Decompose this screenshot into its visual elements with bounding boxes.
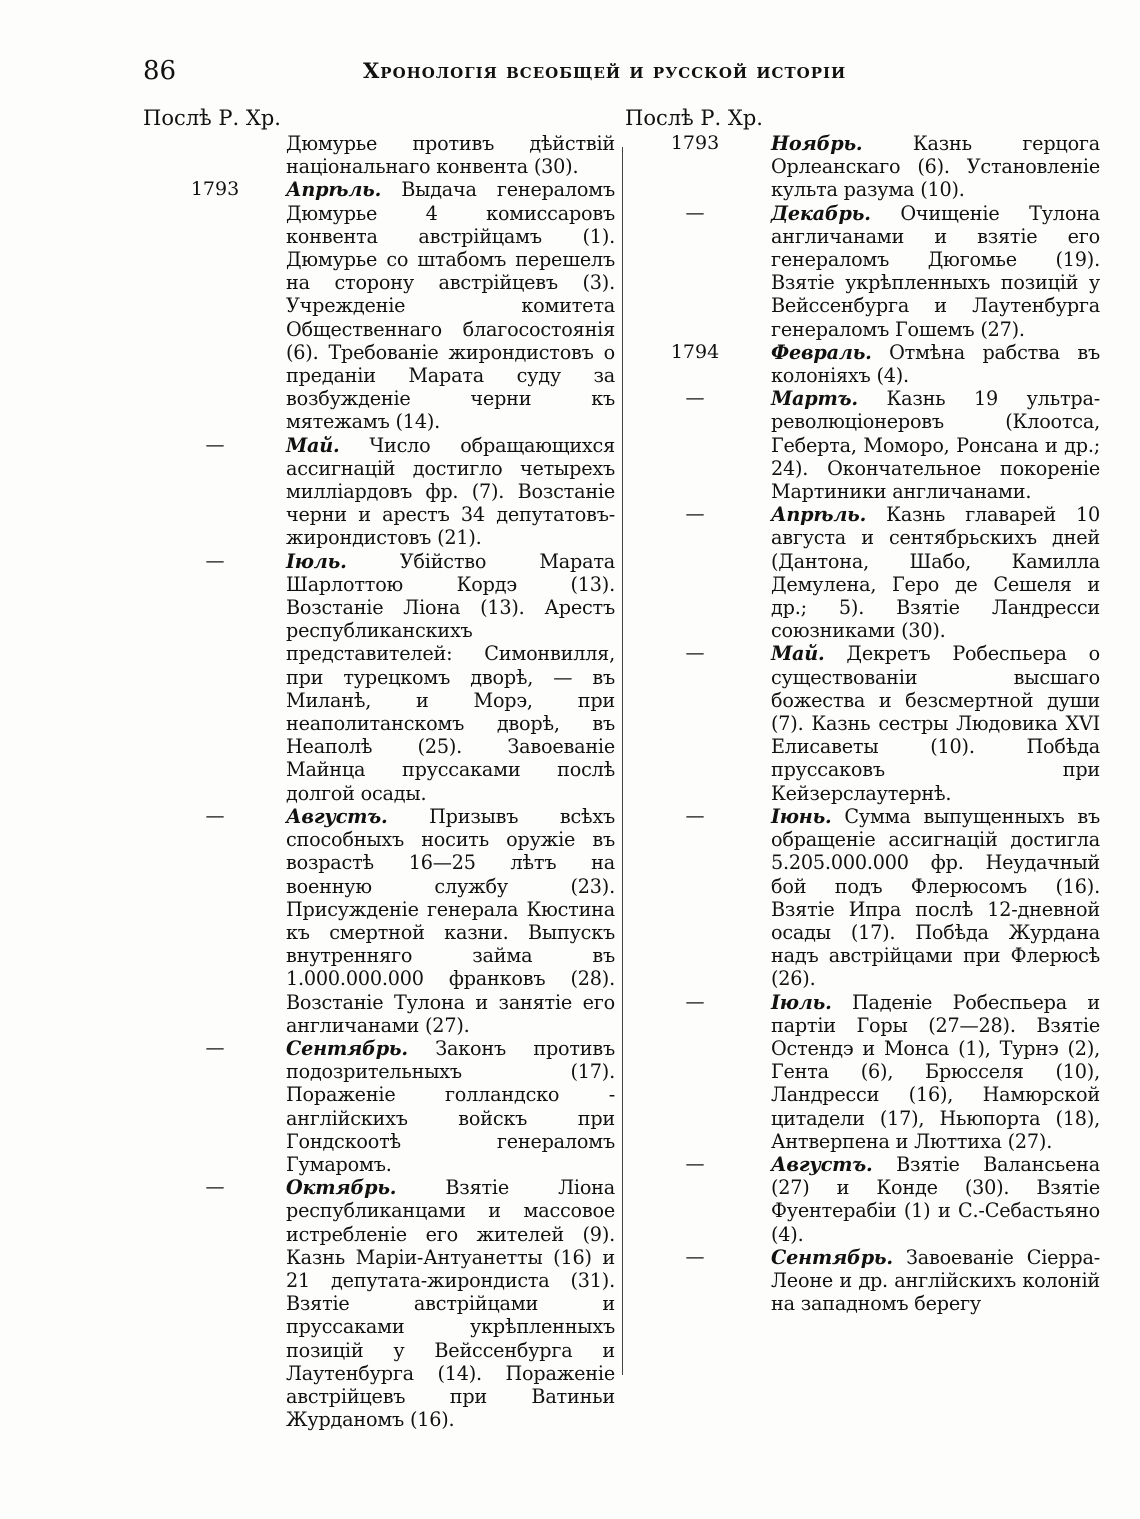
entry-year-marker: —: [685, 642, 705, 665]
chronology-entry: [143, 178, 621, 433]
entry-month: Августъ.: [771, 1152, 873, 1176]
chronology-entry: [625, 1246, 1100, 1316]
running-title: Хронологія всеобщей и русской исторіи: [363, 58, 847, 83]
entry-year-marker: 1793: [190, 178, 240, 201]
entry-text: [286, 550, 615, 805]
entry-body: Законъ противъ подозрительныхъ (17). Пораженіе голландско - англійскихъ войскъ при Гондскоотѣ генераломъ Гумаромъ.: [286, 1036, 615, 1176]
chronology-entry: [625, 503, 1100, 642]
chronology-entry: [625, 202, 1100, 341]
page-header: [0, 52, 1140, 92]
chronology-entry: [625, 132, 1100, 202]
entry-text: [771, 1246, 1100, 1316]
chronology-entry: [625, 1153, 1100, 1246]
entry-month: Августъ.: [286, 804, 388, 828]
entry-year-marker: —: [205, 1036, 225, 1059]
entry-year-marker: —: [685, 503, 705, 526]
entry-year-marker: —: [685, 1152, 705, 1175]
entry-month: Іюнь.: [771, 804, 832, 828]
column-divider: [622, 147, 623, 1375]
entry-text: [286, 178, 615, 433]
entry-year-marker: 1794: [670, 340, 720, 363]
entry-text: [771, 387, 1100, 503]
right-column: [625, 104, 1100, 1315]
entry-text: [286, 434, 615, 550]
entry-month: Февраль.: [771, 340, 872, 364]
chronology-entry: [143, 1037, 621, 1176]
entry-year-marker: —: [685, 990, 705, 1013]
entry-month: Май.: [286, 433, 340, 457]
entry-text: [771, 1153, 1100, 1246]
entry-year-marker: —: [685, 201, 705, 224]
entry-body: Казнь герцога Орлеанскаго (6). Установленіе культа разума (10).: [771, 132, 1101, 202]
entry-body: Взятіе Валансьена (27) и Конде (30). Взятіе Фуентерабіи (1) и С.-Себастьяно (4).: [771, 1152, 1100, 1246]
entry-text: [771, 991, 1100, 1153]
entry-year-marker: —: [205, 433, 225, 456]
entry-text: [771, 503, 1100, 642]
chronology-entry: [625, 341, 1100, 387]
entry-body: Декретъ Робеспьера о существованіи высшаго божества и безсмертной души (7). Казнь сестры Людовика XVI Елисаветы (10). Побѣда пруссаковъ при Кейзерслаутернѣ.: [771, 642, 1100, 805]
entry-body: Паденіе Робеспьера и партіи Горы (27—28). Взятіе Остендэ и Монса (1), Турнэ (2), Гента (6), Брюсселя (10), Ландресси (16), Намюрской цитадели (17), Ньюпорта (18), Антверпена и Люттиха (27).: [771, 990, 1100, 1153]
entry-text: [771, 341, 1100, 387]
entry-month: Декабрь.: [771, 201, 871, 225]
entry-body: Число обращающихся ассигнацій достигло четырехъ милліардовъ фр. (7). Возстаніе черни и арестъ 34 депутатовъ-жирондистовъ (21).: [286, 433, 616, 550]
entry-body: Отмѣна рабства въ колоніяхъ (4).: [771, 340, 1100, 388]
entry-body: Казнь главарей 10 августа и сентябрьскихъ дней (Дантона, Шабо, Камилла Демулена, Геро де Сешеля и др.; 5). Взятіе Ландресси союзниками (30).: [771, 503, 1100, 643]
entry-text: [771, 132, 1100, 202]
entry-month: Сентябрь.: [286, 1036, 408, 1060]
entry-text: [771, 202, 1100, 341]
right-column-heading: Послѣ Р. Хр.: [625, 106, 763, 130]
right-entries: [625, 132, 1100, 1315]
entry-year-marker: —: [685, 1245, 705, 1268]
entry-text: [286, 1176, 615, 1431]
entry-text: [771, 805, 1100, 991]
chronology-entry: [143, 132, 621, 178]
entry-text: [286, 132, 615, 178]
chronology-entry: [143, 805, 621, 1037]
entry-year-marker: —: [205, 804, 225, 827]
left-entries: [143, 132, 621, 1431]
entry-text: [286, 1037, 615, 1176]
entry-month: Апрѣль.: [771, 503, 867, 527]
entry-month: Іюль.: [771, 990, 832, 1014]
entry-body: Казнь 19 ультра-революціонеровъ (Клоотса, Геберта, Моморо, Ронсана и др.; 24). Окончательное покореніе Мартиники англичанами.: [771, 387, 1100, 504]
entry-year-marker: —: [685, 387, 705, 410]
chronology-entry: [625, 805, 1100, 991]
page-number: 86: [143, 56, 177, 86]
entry-month: Октябрь.: [286, 1176, 397, 1200]
entry-month: Апрѣль.: [286, 178, 382, 202]
entry-year-marker: 1793: [670, 132, 720, 154]
chronology-entry: [625, 991, 1100, 1153]
entry-month: Май.: [771, 642, 825, 666]
chronology-entry: [625, 387, 1100, 503]
chronology-entry: [143, 1176, 621, 1431]
entry-month: Сентябрь.: [771, 1245, 893, 1269]
entry-body: Убійство Марата Шарлоттою Кордэ (13). Возстаніе Ліона (13). Арестъ республиканскихъ представителей: Симонвилля, при турецкомъ дворѣ, — въ Миланѣ, и Морэ, при неаполитанскомъ дворѣ, въ Неаполѣ (25). Завоеваніе Майнца пруссаками послѣ долгой осады.: [286, 549, 615, 805]
entry-month: Іюль.: [286, 549, 347, 573]
entry-year-marker: —: [205, 549, 225, 572]
entry-body: Завоеваніе Сіерра-Леоне и др. англійскихъ колоній на западномъ берегу: [771, 1245, 1100, 1316]
chronology-entry: [143, 434, 621, 550]
entry-body: Сумма выпущенныхъ въ обращеніе ассигнацій достигла 5.205.000.000 фр. Неудачный бой подъ Флерюсомъ (16). Взятіе Ипра послѣ 12-дневной осады (17). Побѣда Журдана надъ австрійцами при Флерюсѣ (26).: [771, 804, 1100, 991]
entry-year-marker: —: [685, 804, 705, 827]
entry-body: Выдача генераломъ Дюмурье 4 комиссаровъ конвента австрійцамъ (1). Дюмурье со штабомъ перешелъ на сторону австрійцевъ (3). Учрежденіе комитета Общественнаго благосостоянія (6). Требованіе жирондистовъ о преданіи Марата суду за возбужденіе черни къ мятежамъ (14).: [286, 178, 615, 434]
chronology-entry: [143, 550, 621, 805]
chronology-entry: [625, 642, 1100, 804]
entry-year-marker: —: [205, 1176, 225, 1199]
entry-text: [771, 642, 1100, 804]
entry-month: Мартъ.: [771, 387, 858, 411]
left-column-heading: Послѣ Р. Хр.: [143, 106, 281, 130]
entry-body: Призывъ всѣхъ способныхъ носить оружіе въ возрастѣ 16—25 лѣтъ на военную службу (23). Присужденіе генерала Кюстина къ смертной казни. Выпускъ внутренняго займа въ 1.000.000.000 франковъ (28). Возстаніе Тулона и занятіе его англичанами (27).: [286, 804, 615, 1037]
entry-body: Взятіе Ліона республиканцами и массовое истребленіе его жителей (9). Казнь Маріи-Антуанетты (16) и 21 депутата-жирондиста (31). Взятіе австрійцами и пруссаками укрѣпленныхъ позицій у Вейссенбурга и Лаутенбурга (14). Пораженіе австрійцевъ при Ватиньи Журданомъ (16).: [286, 1176, 616, 1432]
entry-month: Ноябрь.: [771, 132, 863, 155]
left-column: [143, 104, 621, 1431]
entry-body: Дюмурье противъ дѣйствій національнаго конвента (30).: [286, 132, 615, 179]
entry-body: Очищеніе Тулона англичанами и взятіе его генераломъ Дюгомье (19). Взятіе укрѣпленныхъ позицій у Вейссенбурга и Лаутенбурга генераломъ Гошемъ (27).: [771, 201, 1100, 341]
entry-text: [286, 805, 615, 1037]
